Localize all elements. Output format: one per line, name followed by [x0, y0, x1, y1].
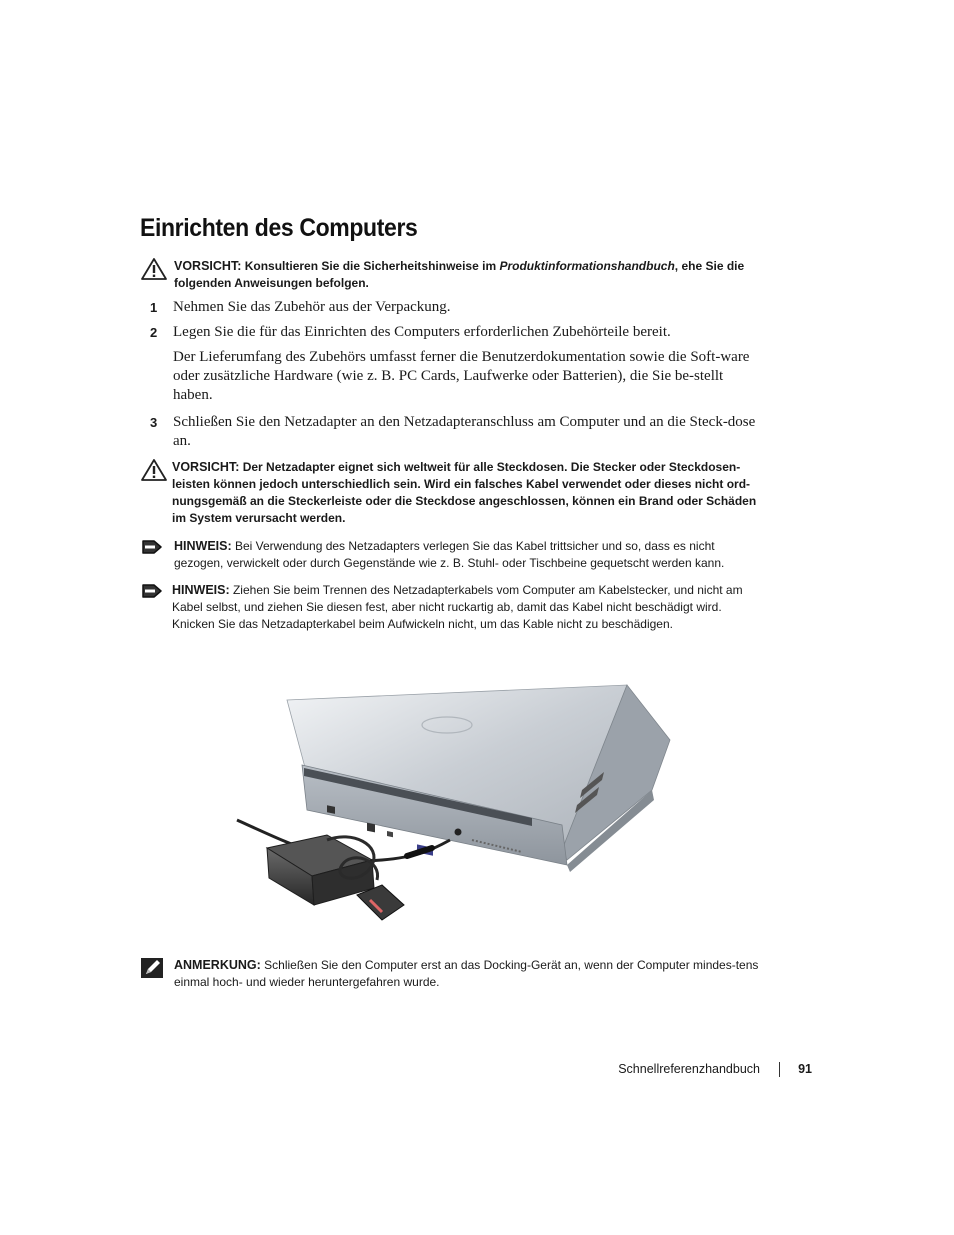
- caution-text: [174, 258, 765, 292]
- page-number: 91: [798, 1062, 812, 1076]
- footer-separator: [779, 1062, 780, 1077]
- warning-triangle-icon: [140, 458, 168, 482]
- step-3: [150, 413, 760, 451]
- notice-text: [174, 538, 765, 572]
- notice-body: Bei Verwendung des Netzadapters verlegen Sie das Kabel trittsicher und so, dass es nicht gezogen, verwickelt oder durch Gegenstände wie z. B. Stuhl- oder Tischbeine gequetscht werden kann.: [174, 539, 725, 570]
- caution-label: VORSICHT:: [172, 460, 240, 474]
- warning-triangle-icon: [140, 257, 168, 281]
- caution-block: [140, 459, 765, 527]
- notice-label: HINWEIS:: [174, 539, 232, 553]
- step-number: 2: [150, 325, 158, 340]
- note-text: [174, 957, 765, 991]
- notice-body: Ziehen Sie beim Trennen des Netzadapterkabels vom Computer am Kabelstecker, und nicht am Kabel selbst, und ziehen Sie diesen fest, aber nicht ruckartig ab, damit das Kabel nicht beschädigt wird. Knicken Sie das Netzadapterkabel beim Aufwickeln nicht, um das Kable nicht zu beschädigen.: [172, 583, 743, 631]
- step-1: [150, 298, 760, 317]
- step-number: 3: [150, 415, 158, 430]
- step-2-paragraph: Der Lieferumfang des Zubehörs umfasst ferner die Benutzerdokumentation sowie die Soft-ware oder zusätzliche Hardware (wie z. B. PC Cards, Laufwerke oder Batterien), die Sie be-stellt haben.: [173, 349, 750, 403]
- notice-arrow-icon: [140, 537, 164, 557]
- caution-body: Der Netzadapter eignet sich weltweit für alle Steckdosen. Die Stecker oder Steckdosen-leisten können jedoch unterschiedlich sein. Wird ein falsches Kabel verwendet oder dieses nicht ord-nungsgemäß an die Steckerleiste oder die Steckdose angeschlossen, können ein Brand oder Schäden im System verursacht werden.: [172, 460, 757, 525]
- note-label: ANMERKUNG:: [174, 958, 261, 972]
- caution-body-part: Konsultieren Sie die Sicherheitshinweise im: [241, 259, 500, 273]
- note-body: Schließen Sie den Computer erst an das Docking-Gerät an, wenn der Computer mindes-tens einmal hoch- und wieder heruntergefahren wurde.: [174, 958, 759, 989]
- notice-block: [140, 538, 765, 572]
- footer-doc-name: Schnellreferenzhandbuch: [618, 1062, 760, 1076]
- note-block: [140, 957, 765, 991]
- step-2: [150, 323, 760, 342]
- caution-body-italic: Produktinformationshandbuch: [499, 259, 675, 273]
- caution-label: VORSICHT:: [174, 259, 242, 273]
- notice-arrow-icon: [140, 581, 164, 601]
- notice-text: [172, 582, 765, 633]
- pencil-note-icon: [140, 957, 164, 979]
- step-number: 1: [150, 300, 158, 315]
- laptop-adapter-illustration: [232, 680, 672, 935]
- step-text: Legen Sie die für das Einrichten des Computers erforderlichen Zubehörteile bereit.: [173, 324, 671, 340]
- caution-body-part: , ehe Sie die folgenden Anweisungen befolgen.: [174, 259, 745, 290]
- notice-label: HINWEIS:: [172, 583, 230, 597]
- page-title: Einrichten des Computers: [140, 214, 418, 242]
- notice-block: [140, 582, 765, 633]
- caution-text: [172, 459, 765, 527]
- page-footer: [560, 1062, 812, 1082]
- step-text: Nehmen Sie das Zubehör aus der Verpackung.: [173, 299, 451, 315]
- step-text: Schließen Sie den Netzadapter an den Netzadapteranschluss am Computer und an die Steck-dose an.: [173, 414, 756, 449]
- caution-block: [140, 258, 765, 292]
